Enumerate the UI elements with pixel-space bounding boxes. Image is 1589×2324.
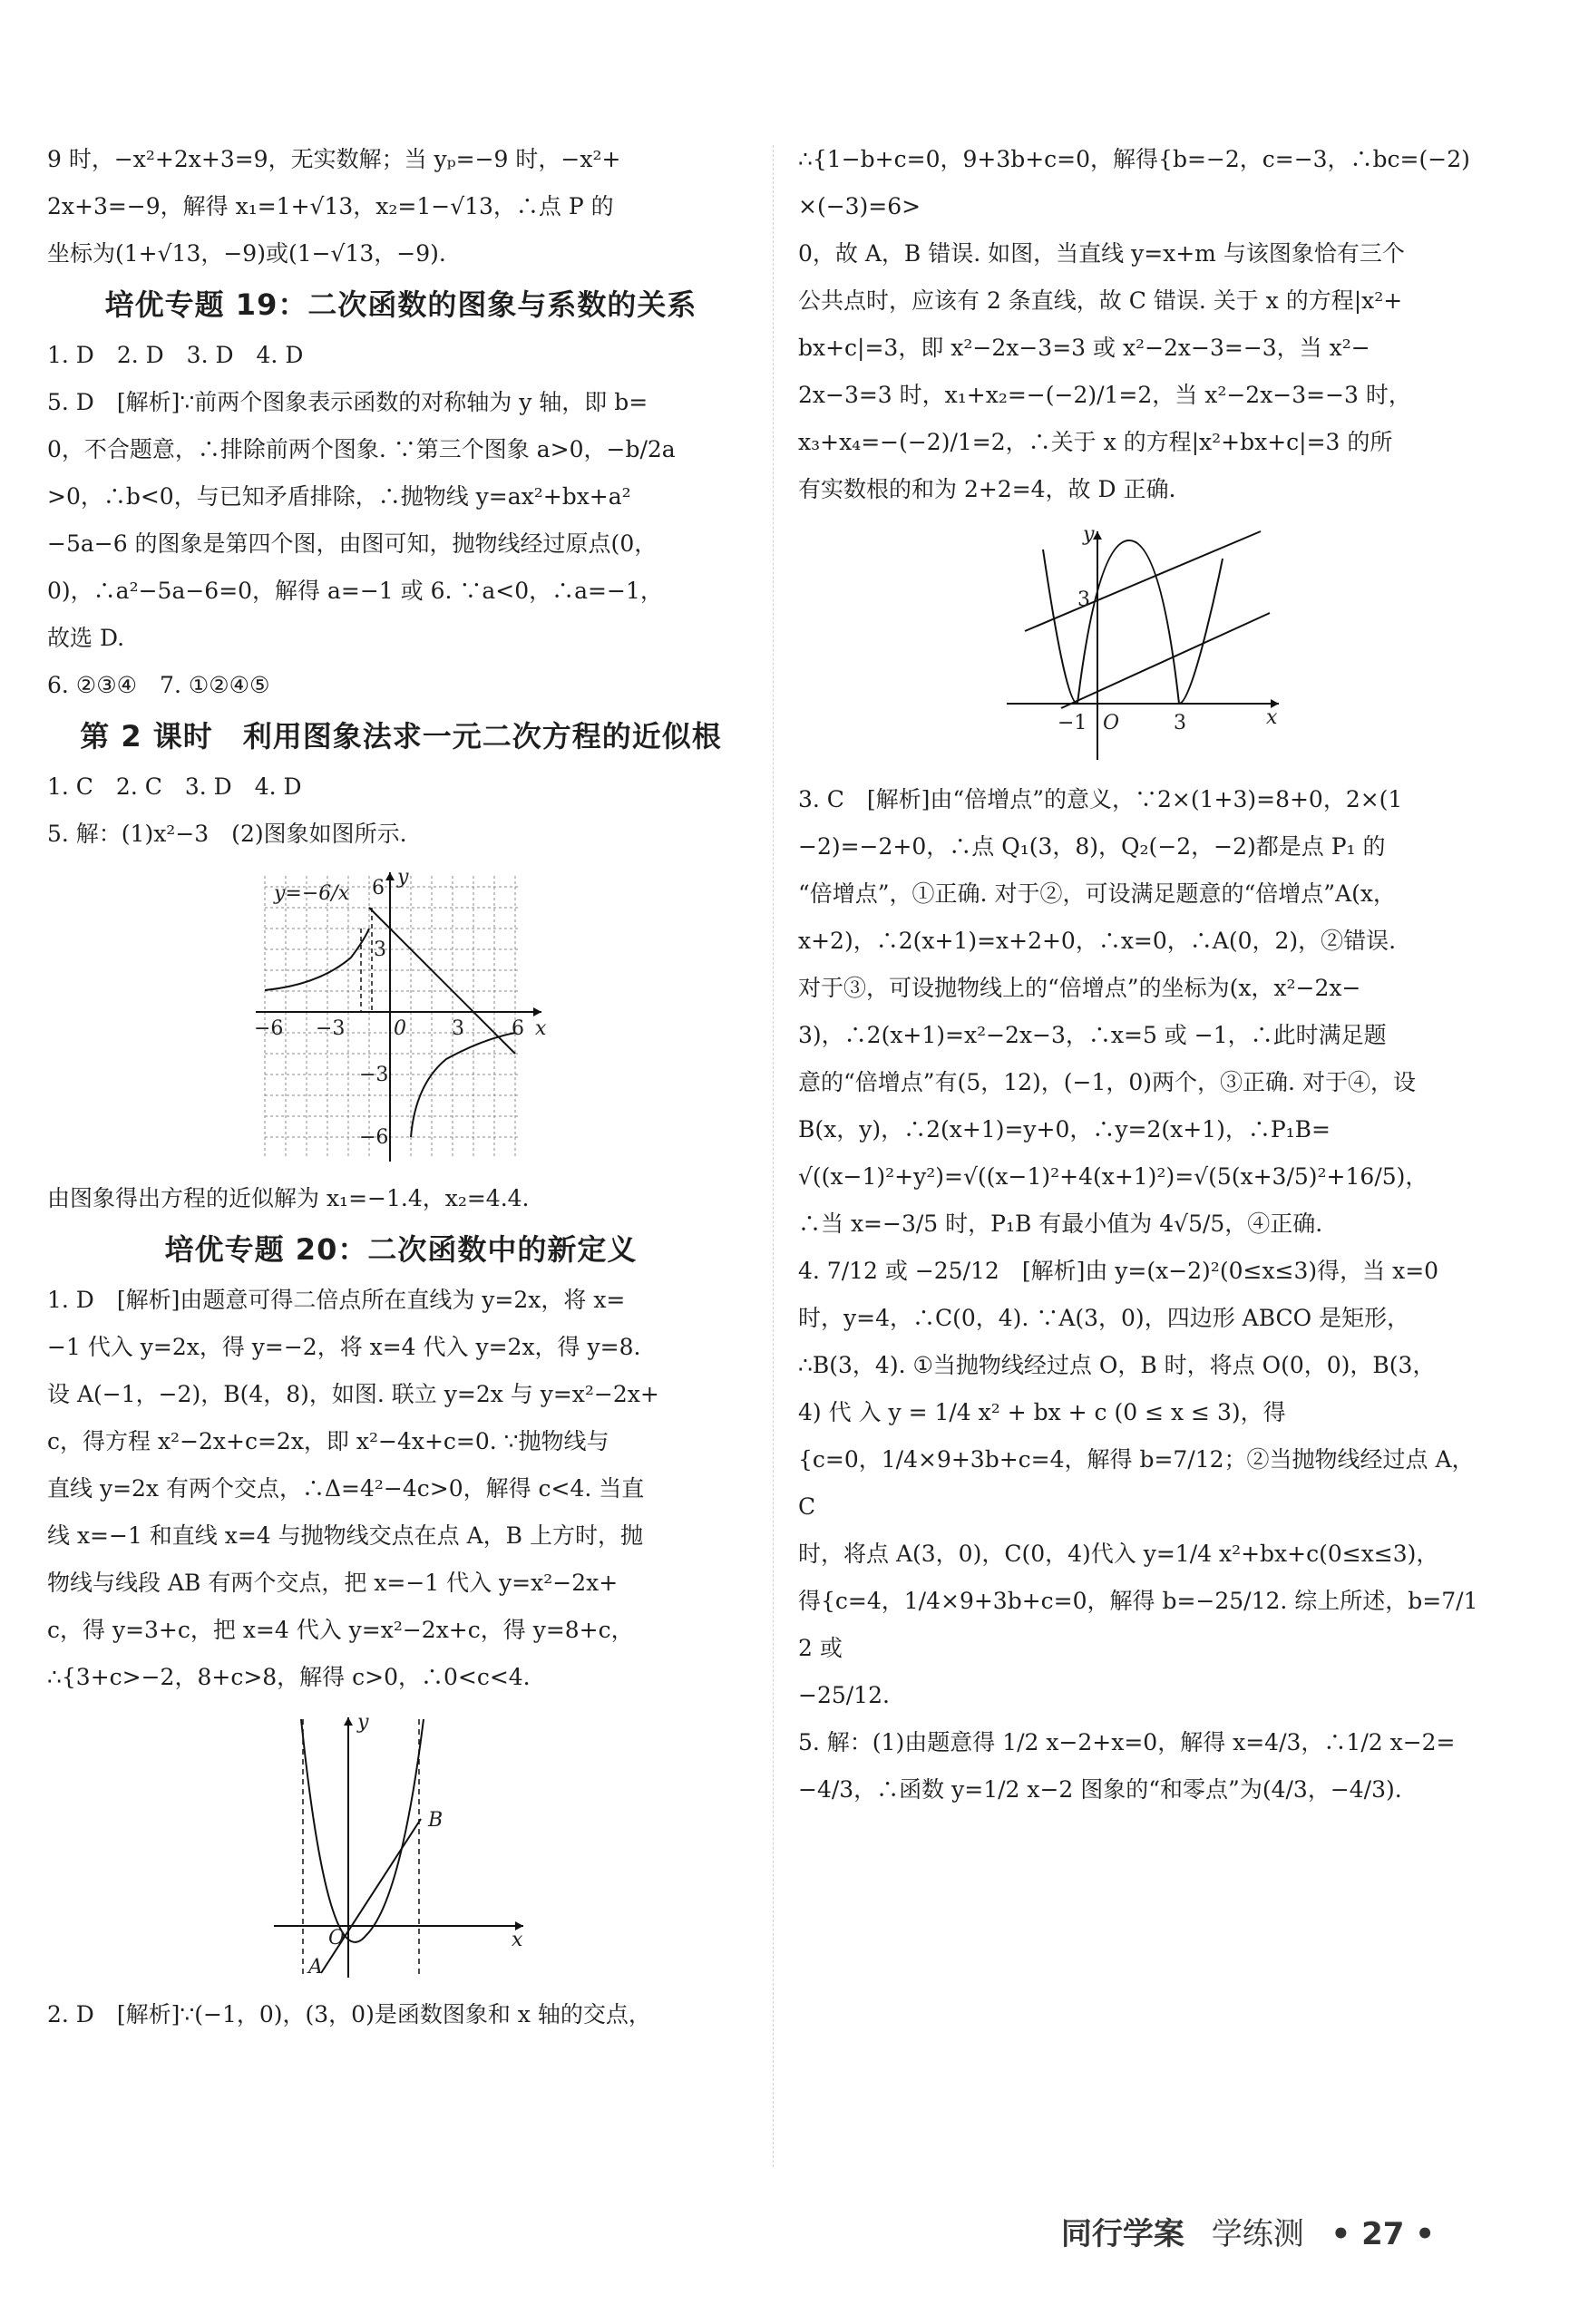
series-name: 学练测 [1211, 2216, 1304, 2252]
text-line: 公共点时，应该有 2 条直线，故 C 错误. 关于 x 的方程|x²+ [798, 287, 1403, 314]
section-heading-20: 培优专题 20：二次函数中的新定义 [164, 1232, 638, 1267]
origin-label: O [328, 1927, 346, 1950]
answer-line: 4) 代 入 y = 1/4 x² + bx + c (0 ≤ x ≤ 3)，得 [798, 1399, 1286, 1425]
text-line: x₃+x₄=−(−2)/1=2，∴关于 x 的方程|x²+bx+c|=3 的所 [798, 429, 1393, 455]
axis-label-y: y [397, 867, 409, 889]
answer-line: √((x−1)²+y²)=√((x−1)²+4(x+1)²)=√(5(x+3/5)²+16/5)， [798, 1163, 1428, 1190]
answer-line: {c=0，1/4×9+3b+c=4，解得 b=7/12；②当抛物线经过点 A，C [798, 1446, 1475, 1520]
answer-line: −5a−6 的图象是第四个图，由图可知，抛物线经过原点(0， [47, 530, 658, 557]
text-line: 2x+3=−9，解得 x₁=1+√13，x₂=1−√13，∴点 P 的 [47, 193, 614, 219]
text-line: 2x−3=3 时，x₁+x₂=−(−2)/1=2，当 x²−2x−3=−3 时， [798, 382, 1411, 408]
axis-label-x: x [512, 1929, 523, 1951]
curve-label: y=−6/x [274, 882, 350, 905]
section-heading-19: 培优专题 19：二次函数的图象与系数的关系 [104, 287, 697, 322]
answer-line: c，得方程 x²−2x+c=2x，即 x²−4x+c=0. ∵抛物线与 [47, 1428, 609, 1454]
tick-label: 3 [1174, 712, 1186, 734]
tick-label: 6 [512, 1017, 524, 1040]
answer-line: >0，∴b<0，与已知矛盾排除，∴抛物线 y=ax²+bx+a² [47, 483, 631, 510]
answer-line: 3)，∴2(x+1)=x²−2x−3，∴x=5 或 −1，∴此时满足题 [798, 1022, 1387, 1048]
answer-line: −2)=−2+0，∴点 Q₁(3，8)，Q₂(−2，−2)都是点 P₁ 的 [798, 833, 1386, 860]
tick-label: −3 [316, 1017, 346, 1040]
answer-line: 时，y=4，∴C(0，4). ∵A(3，0)，四边形 ABCO 是矩形， [798, 1305, 1410, 1331]
text-line: 有实数根的和为 2+2=4，故 D 正确. [798, 476, 1176, 502]
answer-line: ∴当 x=−3/5 时，P₁B 有最小值为 4√5/5，④正确. [798, 1211, 1323, 1237]
answer-line: 故选 D. [47, 625, 125, 651]
point-label-b: B [428, 1809, 444, 1832]
abs-parabola-figure [998, 522, 1288, 767]
answer-line: 1. D 2. D 3. D 4. D [47, 342, 304, 368]
text-line: bx+c|=3，即 x²−2x−3=3 或 x²−2x−3=−3，当 x²− [798, 335, 1370, 361]
right-column [798, 136, 1487, 1813]
answer-line: 得{c=4，1/4×9+3b+c=0，解得 b=−25/12. 综上所述，b=7/12 或 [798, 1588, 1478, 1661]
page-number: • 27 • [1331, 2216, 1435, 2252]
section-heading-lesson2: 第 2 课时 利用图象法求一元二次方程的近似根 [80, 719, 722, 754]
answer-line: 3. C [解析]由“倍增点”的意义，∵2×(1+3)=8+0，2×(1 [798, 786, 1403, 812]
tick-label: 6 [372, 877, 385, 899]
answer-line: 对于③，可设抛物线上的“倍增点”的坐标为(x，x²−2x− [798, 975, 1361, 1001]
answer-line: 4. 7/12 或 −25/12 [解析]由 y=(x−2)²(0≤x≤3)得，当 x=0 [798, 1258, 1439, 1284]
answer-line: 0，不合题意，∴排除前两个图象. ∵第三个图象 a>0，−b/2a [47, 436, 676, 462]
tick-label: 3 [1077, 588, 1090, 611]
answer-line: 1. D [解析]由题意可得二倍点所在直线为 y=2x，将 x= [47, 1287, 626, 1313]
text-line: 坐标为(1+√13，−9)或(1−√13，−9). [47, 240, 446, 267]
answer-line: 0)，∴a²−5a−6=0，解得 a=−1 或 6. ∵a<0，∴a=−1， [47, 578, 663, 604]
column-divider [773, 145, 774, 2167]
answer-line: −1 代入 y=2x，得 y=−2，将 x=4 代入 y=2x，得 y=8. [47, 1334, 641, 1360]
answer-line: ∴{3+c>−2，8+c>8，解得 c>0，∴0<c<4. [47, 1664, 531, 1690]
answer-line: 设 A(−1，−2)，B(4，8)，如图. 联立 y=2x 与 y=x²−2x+ [47, 1381, 659, 1407]
axis-label-x: x [1266, 706, 1278, 729]
text-line: 9 时，−x²+2x+3=9，无实数解；当 yₚ=−9 时，−x²+ [47, 146, 621, 172]
page-footer [1045, 2209, 1435, 2253]
answer-line: 5. 解：(1)x²−3 (2)图象如图所示. [47, 821, 407, 847]
answer-line: B(x，y)，∴2(x+1)=y+0，∴y=2(x+1)，∴P₁B= [798, 1116, 1331, 1143]
parabola-line-figure [265, 1710, 537, 1982]
answer-line: 时，将点 A(3，0)，C(0，4)代入 y=1/4 x²+bx+c(0≤x≤3)， [798, 1541, 1439, 1567]
tick-label: −3 [359, 1064, 389, 1086]
origin-label: O [1103, 712, 1120, 734]
axis-label-x: x [535, 1017, 547, 1040]
tick-label: −6 [254, 1017, 284, 1040]
answer-line: −4/3，∴函数 y=1/2 x−2 图象的“和零点”为(4/3，−4/3). [798, 1776, 1402, 1803]
answer-line: 意的“倍增点”有(5，12)，(−1，0)两个，③正确. 对于④，设 [798, 1069, 1416, 1095]
answer-line: x+2)，∴2(x+1)=x+2+0，∴x=0，∴A(0，2)，②错误. [798, 928, 1397, 954]
answer-line: 5. D [解析]∵前两个图象表示函数的对称轴为 y 轴，即 b= [47, 389, 648, 415]
grid-graph-figure [247, 867, 555, 1166]
text-line: ∴{1−b+c=0，9+3b+c=0，解得{b=−2，c=−3，∴bc=(−2)×(−3)=6> [798, 146, 1470, 219]
answer-line: 6. ②③④ 7. ①②④⑤ [47, 672, 270, 698]
tick-label: −1 [1058, 712, 1087, 734]
answer-line: −25/12. [798, 1682, 890, 1708]
text-line: 0，故 A，B 错误. 如图，当直线 y=x+m 与该图象恰有三个 [798, 240, 1405, 267]
brand-name: 同行学案 [1060, 2216, 1184, 2252]
tick-label: −6 [359, 1126, 389, 1149]
point-label-a: A [308, 1956, 323, 1979]
answer-line: c，得 y=3+c，把 x=4 代入 y=x²−2x+c，得 y=8+c， [47, 1617, 634, 1643]
answer-line: 线 x=−1 和直线 x=4 与抛物线交点在点 A，B 上方时，抛 [47, 1522, 643, 1549]
axis-label-y: y [357, 1711, 369, 1734]
conclusion-line: 由图象得出方程的近似解为 x₁=−1.4，x₂=4.4. [47, 1185, 530, 1211]
tick-label: 3 [374, 938, 386, 961]
tick-label: 3 [452, 1017, 464, 1040]
answer-line: ∴B(3，4). ①当抛物线经过点 O，B 时，将点 O(0，0)，B(3， [798, 1352, 1436, 1378]
axis-label-y: y [1083, 523, 1095, 546]
answer-line: 直线 y=2x 有两个交点，∴Δ=4²−4c>0，解得 c<4. 当直 [47, 1475, 645, 1502]
answer-line: 物线与线段 AB 有两个交点，把 x=−1 代入 y=x²−2x+ [47, 1570, 619, 1596]
answer-line: 1. C 2. C 3. D 4. D [47, 773, 302, 800]
answer-line: 5. 解：(1)由题意得 1/2 x−2+x=0，解得 x=4/3，∴1/2 x−2= [798, 1729, 1456, 1755]
answer-line: “倍增点”，①正确. 对于②，可设满足题意的“倍增点”A(x， [798, 880, 1396, 907]
answer-line: 2. D [解析]∵(−1，0)，(3，0)是函数图象和 x 轴的交点， [47, 2001, 651, 2027]
left-column [47, 136, 755, 2038]
tick-label: 0 [394, 1017, 406, 1040]
